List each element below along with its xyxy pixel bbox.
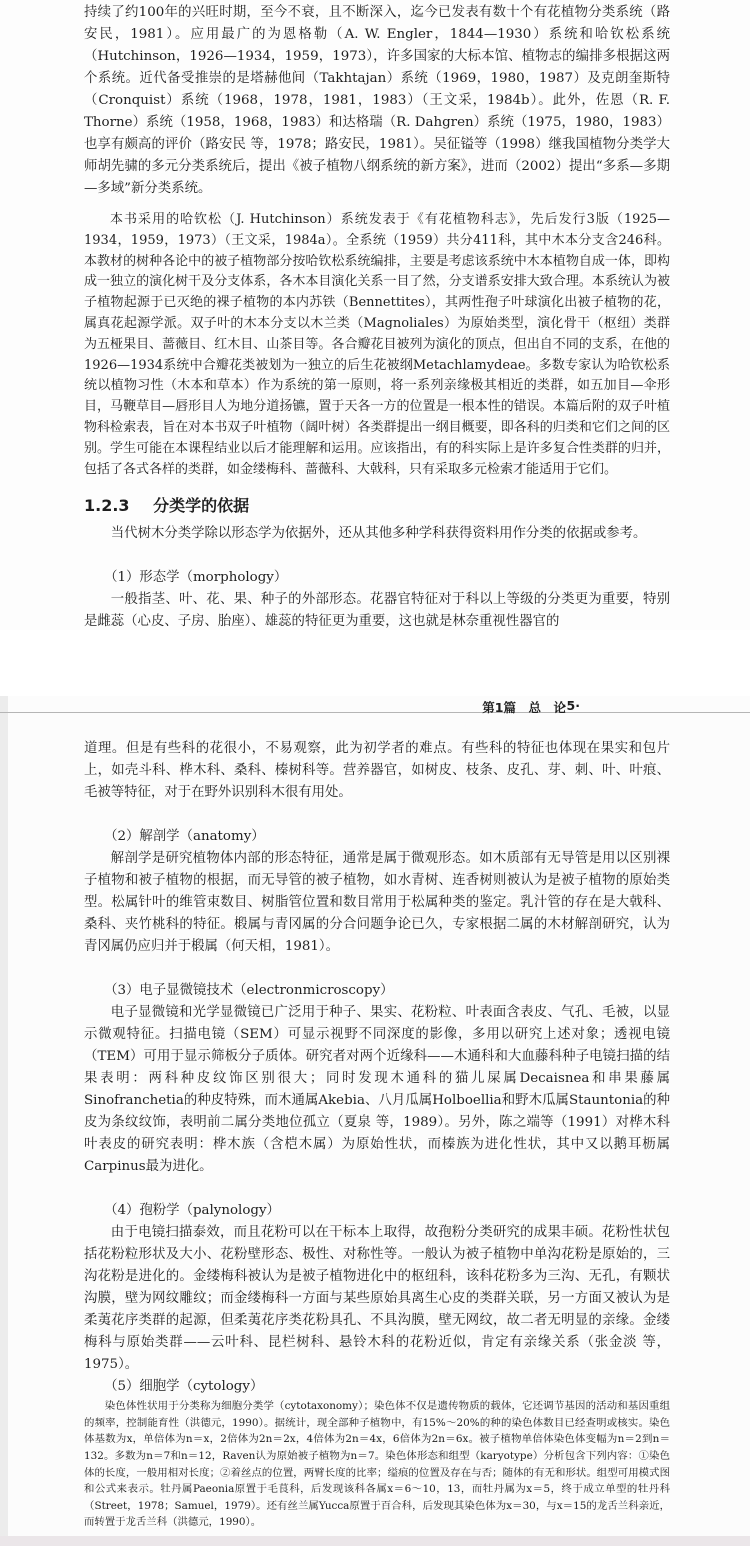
paragraph-basis-intro: 当代树木分类学除以形态学为依据外，还从其他多种学科获得资料用作分类的依据或参考。 bbox=[110, 526, 647, 541]
page-gap bbox=[0, 630, 750, 696]
paragraph-electron-microscopy: 电子显微镜和光学显微镜已广泛用于种子、果实、花粉粒、叶表面含表皮、气孔、毛被，以显示微观特征。扫描电镜（SEM）可显示视野不同深度的影像，多用以研究上述对象；透视电镜（TEM）可用于显示筛板分子质体。研究者对两个近缘科——木通科和大血藤科种子电镜扫描的结果表明：两科种皮纹饰区别很大；同时发现木通科的猫儿屎属Decaisnea和串果藤属Sinofranchetia的种皮特殊，而木通属Akebia、八月瓜属Holboellia和野木瓜属Stauntonia的种皮为条纹纹饰，表明前二属分类地位孤立（夏泉 等，1989）。另外，陈之端等（1991）对桦木科叶表皮的研究表明：桦木族（含桤木属）为原始性状，而榛族为进化性状，其中又以鹅耳枥属Carpinus最为进化。 bbox=[84, 1005, 670, 1174]
subheading-cytology: （5）细胞学（cytology） bbox=[104, 1379, 264, 1394]
subheading-morphology: （1）形态学（morphology） bbox=[104, 570, 288, 585]
paragraph-morphology: 一般指茎、叶、花、果、种子的外部形态。花器官特征对于科以上等级的分类更为重要，特别是雌蕊（心皮、子房、胎座）、雄蕊的特征更为重要，这也就是林奈重视性器官的 bbox=[84, 592, 670, 629]
paragraph-morphology-continued: 道理。但是有些科的花很小，不易观察，此为初学者的难点。有些科的特征也体现在果实和包片上，如壳斗科、桦木科、桑科、榛树科等。营养器官，如树皮、枝条、皮孔、芽、刺、叶、叶痕、毛被等特征，对于在野外识别科木很有用处。 bbox=[84, 741, 670, 800]
section-number: 1.2.3 bbox=[84, 496, 130, 515]
paragraph-systems-history: 持续了约100年的兴旺时期，至今不衰，且不断深入，迄今已发表有数十个有花植物分类系统（路安民，1981）。应用最广的为恩格勒（A. W. Engler，1844—1930）系统和哈钦松系统（Hutchinson，1926—1934，1959，1973），许多国家的大标本馆、植物志的编排多根据这两个系统。近代备受推崇的是塔赫他间（Takhtajan）系统（1969，1980，1987）及克朗奎斯特（Cronquist）系统（1968，1978，1981，1983）（王文采，1984b）。此外，佐恩（R. F. Thorne）系统（1958，1968，1983）和达格瑞（R. Dahgren）系统（1975，1980，1983）也享有颇高的评价（路安民 等，1978；路安民，1981）。吴征镒等（1998）继我国植物分类学大师胡先骕的多元分类系统后，提出《被子植物八纲系统的新方案》，进而（2002）提出“多系—多期—多域”新分类系统。 bbox=[84, 5, 670, 196]
paragraph-hutchinson-system: 本书采用的哈钦松（J. Hutchinson）系统发表于《有花植物科志》，先后发行3版（1925—1934，1959，1973）（王文采，1984a）。全系统（1959）共分411科，其中木本分支含246科。本教材的树种各论中的被子植物部分按哈钦松系统编排，主要是考虑该系统中木本植物自成一体，即构成一独立的演化树干及分支体系，各木本目演化关系一目了然，分支谱系安排大致合理。本系统认为被子植物起源于已灭绝的裸子植物的本内苏铁（Bennettites），其两性孢子叶球演化出被子植物的花，属真花起源学派。双子叶的木本分支以木兰类（Magnoliales）为原始类型，演化骨干（枢纽）类群为五桠果目、蔷薇目、红木目、山茶目等。各合瓣花目被列为演化的顶点，但出自不同的支系，在他的1926—1934系统中合瓣花类被划为一独立的后生花被纲Metachlamydeae。多数专家认为哈钦松系统以植物习性（木本和草本）作为系统的第一原则，将一系列亲缘极其相近的类群，如五加目—伞形目，马鞭草目—唇形目人为地分道扬镳，置于天各一方的位置是一根本性的错误。本篇后附的双子叶植物科检索表，旨在对本书双子叶植物（阔叶树）各类群提出一纲目概要，即各科的归类和它们之间的区别。学生可能在本课程结业以后才能理解和运用。应该指出，有的科实际上是许多复合性类群的归并，包括了各式各样的类群，如金缕梅科、蔷薇科、大戟科，只有采取多元检索才能适用于它们。 bbox=[84, 212, 670, 477]
running-header: 第1篇 总 论 bbox=[482, 700, 566, 715]
scan-edge-shadow bbox=[0, 696, 8, 1546]
paragraph-anatomy: 解剖学是研究植物体内部的形态特征，通常是属于微观形态。如木质部有无导管是用以区别裸子植物和被子植物的根据，而无导管的被子植物，如水青树、连香树则被认为是被子植物的原始类型。松属针叶的维管束数目、树脂管位置和数目常用于松属种类的鉴定。乳汁管的存在是大戟科、桑科、夹竹桃科的特征。椴属与青冈属的分合问题争论已久，专家根据二属的木材解剖研究，认为青冈属仍应归并于椴属（何天相，1981）。 bbox=[84, 851, 670, 954]
scan-bottom-edge bbox=[0, 1536, 750, 1546]
subheading-anatomy: （2）解剖学（anatomy） bbox=[104, 829, 265, 844]
subheading-electron-microscopy: （3）电子显微镜技术（electronmicroscopy） bbox=[104, 983, 394, 998]
paragraph-palynology: 由于电镜扫描泰效，而且花粉可以在干标本上取得，故孢粉分类研究的成果丰硕。花粉性状包括花粉粒形状及大小、花粉壁形态、极性、对称性等。一般认为被子植物中单沟花粉是原始的，三沟花粉是进化的。金缕梅科被认为是被子植物进化中的枢纽科，该科花粉多为三沟、无孔，有颗状沟膜，壁为网纹雕纹；而金缕梅科一方面与某些原始具离生心皮的类群关联，另一方面又被认为是柔荑花序类群的起源，但柔荑花序类花粉具孔、不具沟膜，壁无网纹，故二者无明显的亲缘。金缕梅科与原始类群——云叶科、昆栏树科、悬铃木科的花粉近似，肯定有亲缘关系（张金淡 等，1975）。 bbox=[84, 1225, 670, 1372]
page-number: ·5· bbox=[561, 698, 580, 713]
paragraph-cytology: 染色体性状用于分类称为细胞分类学（cytotaxonomy）；染色体不仅是遗传物质的载体，它还调节基因的活动和基因重组的频率，控制能育性（洪德元，1990）。据统计，现全部种子植物中，有15%～20%的种的染色体数目已经查明或核实。染色体基数为x，单倍体为n＝x，2倍体为2n＝2x，4倍体为2n＝4x，6倍体为2n＝6x。被子植物单倍体染色体变幅为n＝2到n＝132。多数为n＝7和n＝12，Raven认为原始被子植物为n＝7。染色体形态和组型（karyotype）分析包含下列内容：①染色体的长度，一般用相对长度；②着丝点的位置，两臂长度的比率；缢痕的位置及存在与否；随体的有无和形状。组型可用模式图和公式来表示。牡丹属Paeonia原置于毛茛科，后发现该科各属x＝6～10，13，而牡丹属为x＝5，终于成立单型的牡丹科（Street，1978；Samuel，1979）。还有丝兰属Yucca原置于百合科，后发现其染色体为x＝30，与x＝15的龙舌兰科亲近，而转置于龙舌兰科（洪德元，1990）。 bbox=[84, 1400, 670, 1529]
subheading-palynology: （4）孢粉学（palynology） bbox=[104, 1203, 280, 1218]
section-title: 分类学的依据 bbox=[153, 496, 250, 515]
section-heading bbox=[84, 493, 249, 516]
page-header-rule bbox=[0, 712, 750, 713]
